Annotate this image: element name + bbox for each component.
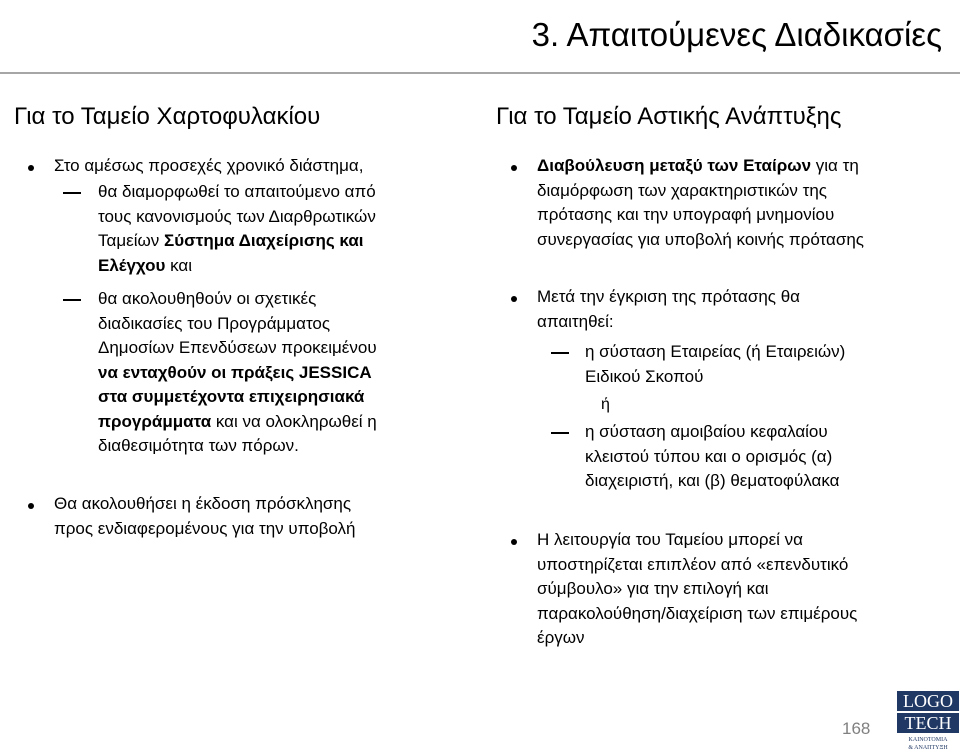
slide-title: 3. Απαιτούμενες Διαδικασίες [531,16,942,53]
right-bullet-3 [537,528,857,651]
text-line: διαχειριστή, και (β) θεματοφύλακα [585,471,840,490]
left-bullet-1-intro: Στο αμέσως προσεχές χρονικό διάστημα, [54,156,364,175]
bold-text: προγράμματα [98,411,212,431]
or-connector: ή [601,396,610,413]
logo-text-1: LOGO [903,691,953,711]
text-line: τους κανονισμούς των Διαρθρωτικών [98,206,376,226]
bold-text: Διαβούλευση μεταξύ των Εταίρων [537,156,812,175]
text-line: απαιτηθεί: [537,311,614,331]
logo-tagline-1: ΚΑΙΝΟΤΟΜΙΑ [908,737,948,743]
logotech-logo [895,690,960,751]
text-line: Ελέγχου και [98,255,192,275]
text-line: διαμόρφωση των χαρακτηριστικών της [537,180,827,200]
text-line [98,385,377,410]
logo-tagline-2: & ΑΝΑΠΤΥΞΗ [908,745,948,751]
text-line: σύμβουλο» για την επιλογή και [537,579,769,598]
text-line: προς ενδιαφερομένους για την υποβολή [54,518,356,538]
page-number: 168 [842,719,871,738]
dash-icon [551,432,569,434]
bullet-icon [28,165,34,171]
text-line: έργων [537,628,585,647]
right-bullet-2 [537,285,800,334]
text-line: συνεργασίας για υποβολή κοινής πρότασης [537,229,864,249]
dash-icon [551,352,569,354]
bold-text: Ελέγχου [98,255,166,275]
left-bullet-1 [54,154,363,179]
logotech-logo-icon [895,690,960,751]
right-bullet-1 [537,154,864,252]
left-column-heading: Για το Ταμείο Χαρτοφυλακίου [14,103,321,130]
bold-text: να ενταχθούν οι πράξεις JESSICA [98,362,372,382]
text-line: παρακολούθηση/διαχείριση των επιμέρους [537,603,858,623]
text-line: Ειδικού Σκοπού [585,366,704,386]
text-line: διαδικασίες του Προγράμματος [98,313,331,333]
left-dash-item-2 [98,287,377,459]
text-line: διαθεσιμότητα των πόρων. [98,436,299,455]
text-line: πρότασης και την υπογραφή μνημονίου [537,205,835,224]
text-line: υποστηρίζεται επιπλέον από «επενδυτικό [537,554,849,574]
bullet-icon [511,539,517,545]
left-dash-item-1 [98,180,376,278]
right-dash-item-1 [585,340,845,389]
text-line: η σύσταση αμοιβαίου κεφαλαίου [585,422,828,441]
bullet-icon [511,165,517,171]
text-line: Η λειτουργία του Ταμείου μπορεί να [537,530,804,549]
text-line: η σύσταση Εταιρείας (ή Εταιρειών) [585,342,846,361]
text-line: θα διαμορφωθεί το απαιτούμενο από [98,182,376,201]
text-line [98,361,377,386]
bullet-icon [511,296,517,302]
text-line: Ταμείων Σύστημα Διαχείρισης και [98,231,364,250]
text-line: κλειστού τύπου και ο ορισμός (α) [585,446,833,466]
left-bullet-2 [54,492,356,541]
right-dash-item-2 [585,420,839,494]
text-line: θα ακολουθηθούν οι σχετικές [98,289,317,308]
text-line: Μετά την έγκριση της πρότασης θα [537,287,801,306]
bullet-icon [28,503,34,509]
right-column-heading: Για το Ταμείο Αστικής Ανάπτυξης [496,103,842,130]
title-divider [0,72,960,74]
dash-icon [63,192,81,194]
text-line: προγράμματα και να ολοκληρωθεί η [98,411,377,431]
text-line: Δημοσίων Επενδύσεων προκειμένου [98,338,377,357]
bold-text: Σύστημα Διαχείρισης και [164,231,364,250]
text-line: Θα ακολουθήσει η έκδοση πρόσκλησης [54,494,352,513]
logo-text-2: TECH [904,713,952,733]
dash-icon [63,299,81,301]
bold-text: στα συμμετέχοντα επιχειρησιακά [98,387,365,406]
text-line: Διαβούλευση μεταξύ των Εταίρων για τη [537,156,859,175]
